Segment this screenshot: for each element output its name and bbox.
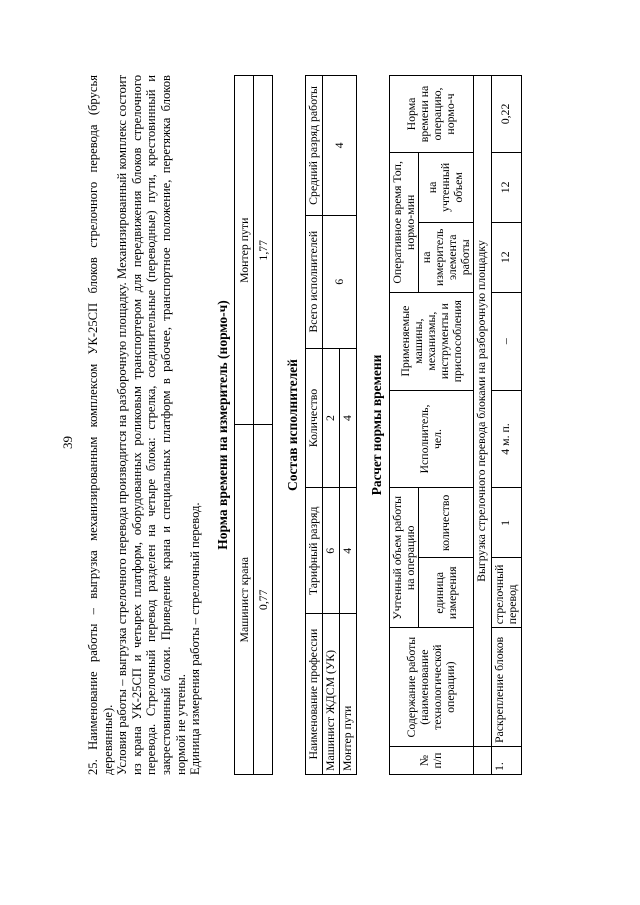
norm-heading: Норма времени на измеритель (нормо-ч) — [214, 300, 230, 550]
calc-header-content: Содержание работы (наименование технологической операции) — [389, 628, 473, 747]
staff-row-count: 2 — [323, 348, 340, 488]
document-content — [86, 75, 596, 775]
staff-header-avg: Средний разряд работы — [306, 76, 323, 216]
calc-row-machines: – — [491, 292, 521, 390]
calc-header-volume: Учтенный объем работы на операцию — [389, 488, 418, 628]
staff-header-total: Всего исполнителей — [306, 215, 323, 348]
calc-heading: Расчет нормы времени — [369, 354, 385, 496]
calc-header-qty: количество — [418, 488, 473, 558]
calc-header-optime: Оперативное время Топ, нормо-мин — [389, 152, 418, 292]
staff-row-count: 4 — [340, 348, 357, 488]
calc-row-qty: 1 — [491, 488, 521, 558]
page-number: 39 — [60, 436, 75, 449]
calc-header-per-unit: на измеритель элемента работы — [418, 222, 473, 292]
work-title: 25. Наименование работы – выгрузка механизированным комплексом УК-25СП блоков стрелочного перевода (брусья деревянные). — [86, 75, 115, 775]
work-conditions: Условия работы – выгрузка стрелочного перевода производится на разборочную площадку. Механизированный комплекс состоит из крана УК-25СП и четырех платформ, оборудованных роликовым транспортером для передвижения блоков стрелочного перевода. Стрелочный перевод разделен на четыре блока: стрелка, соединительные (переводные) пути, крестовинный и закрестовинный блоки. Приведение крана и специальных платформ в рабочее, транспортное положение, перетяжка блоков нормой не учтены. — [115, 75, 188, 775]
staff-header-profession: Наименование профессии — [306, 614, 323, 775]
calc-header-per-volume: на учтенный объем — [418, 152, 473, 222]
calc-table — [389, 75, 522, 775]
calc-row-per-unit: 12 — [491, 222, 521, 292]
norm-header-track: Монтер пути — [235, 76, 254, 426]
work-unit: Единица измерения работы – стрелочный перевод. — [188, 502, 203, 775]
staff-table — [305, 75, 357, 775]
calc-header-norm: Норма времени на операцию, нормо-ч — [389, 76, 473, 153]
calc-section-spacer — [473, 747, 491, 775]
norm-header-crane: Машинист крана — [235, 425, 254, 775]
calc-row-norm: 0,22 — [491, 76, 521, 153]
calc-row-performer: 4 м. п. — [491, 390, 521, 488]
staff-row-grade: 4 — [340, 488, 357, 614]
staff-row-profession: Машинист ЖДСМ (УК) — [323, 614, 340, 775]
staff-row-profession: Монтер пути — [340, 614, 357, 775]
staff-header-grade: Тарифный разряд — [306, 488, 323, 614]
norm-value-crane: 0,77 — [254, 425, 273, 775]
calc-header-machines: Применяемые машины, механизмы, инструменты и приспособления — [389, 292, 473, 390]
staff-row-grade: 6 — [323, 488, 340, 614]
calc-row-content: Раскрепление блоков — [491, 628, 521, 747]
calc-row-num: 1. — [491, 747, 521, 775]
calc-row-unit: стрелочный перевод — [491, 558, 521, 628]
staff-avg-grade: 4 — [323, 76, 357, 216]
calc-row-per-volume: 12 — [491, 152, 521, 222]
norm-table — [234, 75, 273, 775]
calc-header-unit: единица измерения — [418, 558, 473, 628]
calc-section-title: Выгрузка стрелочного перевода блоками на разборочную площадку — [473, 76, 491, 747]
calc-header-num: № п/п — [389, 747, 473, 775]
staff-total: 6 — [323, 215, 357, 348]
calc-header-performer: Исполнитель, чел. — [389, 390, 473, 488]
norm-value-track: 1,77 — [254, 76, 273, 426]
staff-heading: Состав исполнителей — [285, 359, 301, 491]
staff-header-count: Количество — [306, 348, 323, 488]
